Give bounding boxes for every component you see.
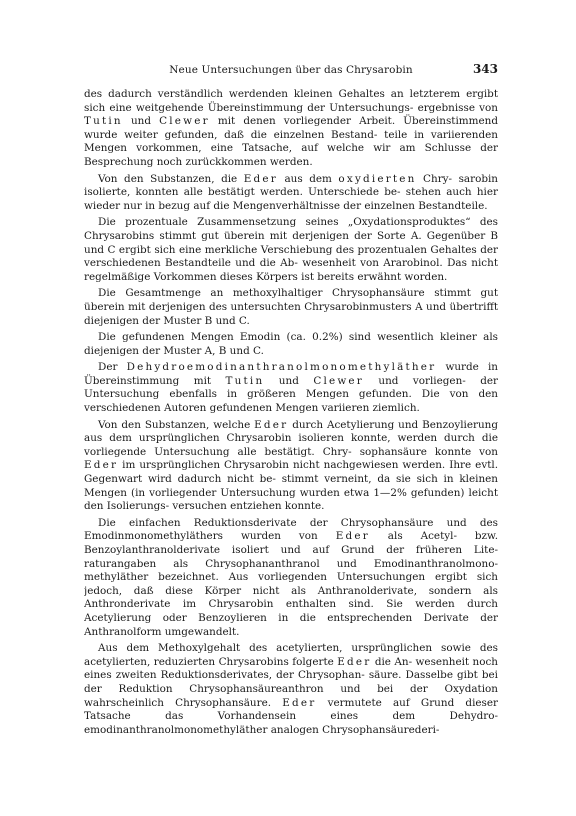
running-title: Neue Untersuchungen über das Chrysarobin [169, 64, 413, 76]
paragraph [84, 216, 498, 284]
text-run: und vorliegen- der Untersuchung ebenfalls in größeren Mengen gefunden. Die von den verschiedenen Autoren gefundenen Mengen variieren ziemlich. [84, 374, 498, 415]
paragraph [84, 419, 498, 514]
text-run: Chry- sarobin isolierte, konnten alle bestätigt werden. Unterschiede be- stehen auch hier wieder nur in bezug auf die Mengenverhältnisse der einzelnen Bestandteile. [84, 172, 498, 212]
paragraph [84, 331, 498, 358]
spaced-name: Tutin [225, 374, 265, 387]
spaced-name: Eder [84, 459, 119, 472]
page [84, 56, 498, 806]
spaced-name: Clewer [159, 115, 210, 128]
text-run: Aus dem Methoxylgehalt des acetylierten, ursprünglichen sowie des acetylierten, reduzierten Chrysarobins folgerte [84, 642, 498, 668]
text-run: Die gefundenen Mengen Emodin (ca. 0.2%) sind wesentlich kleiner als diejenigen der Muster A, B und C. [84, 331, 498, 357]
spaced-name: Dehydroemodinanthranolmonomethyläther [126, 361, 437, 374]
spaced-name: Eder [243, 172, 278, 185]
spaced-name: Eder [254, 418, 289, 431]
paragraph [84, 287, 498, 328]
text-run: Die Gesamtmenge an methoxylhaltiger Chrysophansäure stimmt gut überein mit derjenigen des untersuchten Chrysarobinmusters A und übertrifft diejenigen der Muster B und C. [84, 287, 498, 327]
text-run: Die prozentuale Zusammensetzung seines „Oxydationsproduktes“ des Chrysarobins stimmt gut überein mit derjenigen der Sorte A. Gegenüber B und C ergibt sich eine merkliche Verschiebung des prozentualen Gehaltes der verschiedenen Bestandteile und die Ab- wesenheit von Ararobinol. Das nicht regelmäßige Vorkommen dieses Körpers ist bereits erwähnt worden. [84, 216, 498, 283]
paragraph [84, 361, 498, 415]
text-run: wurde in Übereinstimmung mit [84, 361, 498, 387]
spaced-name: Eder [337, 655, 372, 668]
paragraph [84, 642, 498, 737]
text-run: als Acetyl- bzw. Benzoylanthranolderivate isoliert und auf Grund der früheren Lite- raturangaben als Chrysophananthranol und Emodinanthranolmono- methyläther bezeichnet. Aus vorliegenden Untersuchungen ergibt sich jedoch, daß diese Körper nicht als Anthranolderivate, sondern als Anthronderivate im Chrysarobin enthalten sind. Sie werden durch Acetylierung oder Benzoylieren in die entsprechenden Derivate der Anthranolform umgewandelt. [84, 530, 498, 638]
running-header [84, 56, 498, 78]
text-run: Der [98, 361, 127, 374]
body-text [84, 88, 498, 737]
text-run: des dadurch verständlich werdenden kleinen Gehaltes an letzterem ergibt sich eine weitgehende Übereinstimmung der Untersuchungs- ergebnisse von [84, 88, 498, 114]
text-run: Von den Substanzen, welche [98, 418, 255, 431]
paragraph [84, 88, 498, 170]
spaced-name: Clewer [313, 374, 364, 387]
text-run: und [122, 115, 160, 128]
page-number: 343 [472, 62, 498, 76]
spaced-name: oxydierten [338, 172, 417, 185]
text-run: durch Acetylierung und Benzoylierung aus dem ursprünglichen Chrysarobin isolieren konnte, werden durch die vorliegende Untersuchung alle bestätigt. Chry- sophansäure konnte von [84, 418, 498, 458]
spaced-name: Eder [335, 530, 370, 543]
spaced-name: Tutin [84, 115, 123, 128]
text-run: aus dem [277, 172, 339, 185]
spaced-name: Eder [282, 696, 317, 709]
text-run: Von den Substanzen, die [98, 172, 244, 185]
text-run: die An- wesenheit noch eines zweiten Reduktionsderivates, der Chrysophan- säure. Dasselbe gibt bei der Reduktion Chrysophansäureanthron und bei der Oxydation wahrscheinlich Chrysophansäure. [84, 655, 498, 709]
paragraph [84, 517, 498, 639]
paragraph [84, 173, 498, 214]
text-run: vermutete auf Grund dieser Tatsache das Vorhandensein eines dem Dehydro- emodinanthranolmonomethyläther analogen Chrysophansäurederi- [84, 696, 498, 736]
text-run: im ursprünglichen Chrysarobin nicht nachgewiesen werden. Ihre evtl. Gegenwart wird dadurch nicht be- stimmt verneint, da sie sich in kleinen Mengen (in vorliegender Untersuchung wurden etwa 1—2% gefunden) leicht den Isolierungs- versuchen entziehen konnte. [84, 459, 498, 513]
text-run: und [264, 374, 314, 387]
text-run: mit denen vorliegender Arbeit. Übereinstimmend wurde weiter gefunden, daß die einzelnen Bestand- teile in variierenden Mengen vorkommen, eine Tatsache, auf welche wir am Schlusse der Besprechung noch zurückkommen werden. [84, 115, 498, 168]
text-run: Die einfachen Reduktionsderivate der Chrysophansäure und des Emodinmonomethyläthers wurden von [84, 516, 498, 543]
